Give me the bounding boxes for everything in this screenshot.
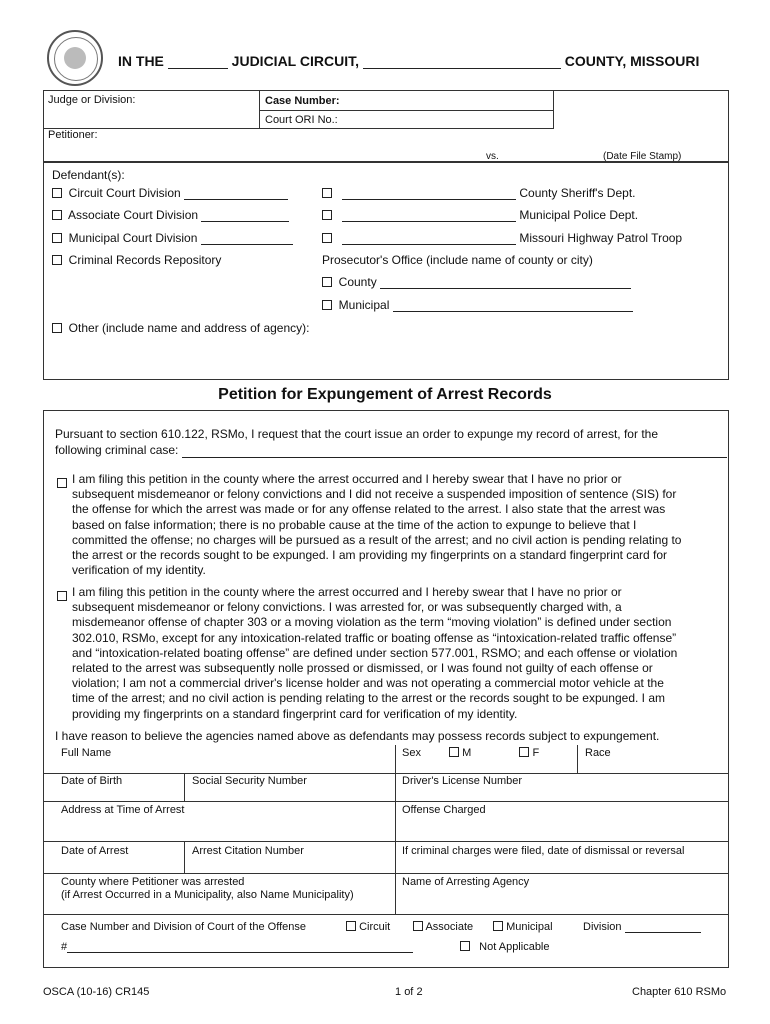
- intro-line-2-text: following criminal case:: [55, 443, 179, 457]
- page-number: 1: [395, 986, 402, 998]
- page-of: of: [404, 986, 414, 998]
- prosecutor-municipal-label: Municipal: [338, 298, 390, 312]
- sheriff-label: County Sheriff's Dept.: [519, 186, 636, 200]
- highway-patrol-checkbox[interactable]: [322, 233, 332, 243]
- prosecutor-county-label: County: [338, 275, 377, 289]
- vs-label: vs.: [486, 151, 499, 162]
- defendant-associate-court: [52, 208, 289, 222]
- police-label: Municipal Police Dept.: [519, 208, 639, 222]
- not-applicable-label: Not Applicable: [479, 941, 550, 953]
- associate-court-checkbox[interactable]: [52, 210, 62, 220]
- page-total: 2: [416, 986, 423, 998]
- circuit-court-label: Circuit Court Division: [68, 186, 181, 200]
- municipal-court-checkbox[interactable]: [52, 233, 62, 243]
- option1-line-6: verification of my identity.: [72, 563, 206, 578]
- arrest-county-label: County where Petitioner was arrested: [61, 876, 245, 888]
- prosecutor-municipal-blank[interactable]: [393, 300, 633, 312]
- reason-statement: I have reason to believe the agencies named above as defendants may possess records subject to expungement.: [55, 729, 660, 743]
- circuit-court-checkbox[interactable]: [52, 188, 62, 198]
- defendant-other: [52, 321, 309, 335]
- prosecutor-label: Prosecutor's Office (include name of county or city): [322, 253, 593, 267]
- arresting-agency-label: Name of Arresting Agency: [402, 876, 530, 888]
- caption-divider: [259, 110, 553, 111]
- table-rule: [43, 801, 729, 802]
- option1-line-4: committed the offense; no charges will be pursued as a result of the arrest; and no civil action is pending relating to: [72, 532, 682, 547]
- option2-line-4: and “intoxication-related boating offense” are defined under section 577.001, RSMO; and each offense or violation: [72, 645, 678, 660]
- chapter-reference: Chapter 610 RSMo: [632, 986, 727, 998]
- circuit-court-blank[interactable]: [184, 188, 288, 200]
- other-agency-checkbox[interactable]: [52, 323, 62, 333]
- hash-label: #: [61, 941, 68, 953]
- dismissal-date-label: If criminal charges were filed, date of dismissal or reversal: [402, 845, 685, 857]
- option2-line-3: 302.010, RSMo, except for any intoxication-related traffic or boating offense as “intoxication-related traffic offense”: [72, 630, 677, 645]
- form-id: OSCA (10-16) CR145: [43, 986, 150, 998]
- option2-line-8: providing my fingerprints on a standard fingerprint card for verification of my identity.: [72, 706, 518, 721]
- dob-label: Date of Birth: [61, 775, 123, 787]
- case-number-label: Case Number:: [265, 95, 340, 107]
- option1-line-1: subsequent misdemeanor or felony convictions and I did not receive a suspended imposition of sentence (SIS) for: [72, 487, 677, 502]
- prosecutor-municipal-checkbox[interactable]: [322, 300, 332, 310]
- court-associate-option: [413, 921, 473, 933]
- option2-line-7: time of the arrest; and no civil action is pending relating to the arrest or the records sought to be expunged. I am: [72, 691, 666, 706]
- sex-male-checkbox[interactable]: [449, 747, 459, 757]
- criminal-records-checkbox[interactable]: [52, 255, 62, 265]
- police-blank[interactable]: [342, 210, 516, 222]
- missouri-state-seal-icon: [47, 30, 103, 86]
- highway-patrol-label: Missouri Highway Patrol Troop: [519, 231, 683, 245]
- caption-divider: [553, 90, 554, 129]
- criminal-case-blank[interactable]: [182, 446, 727, 458]
- not-applicable-option: [460, 941, 550, 953]
- case-number-blank[interactable]: [67, 941, 413, 953]
- in-the-label: IN THE: [118, 53, 164, 69]
- petitioner-label: Petitioner:: [48, 129, 98, 141]
- division-blank[interactable]: [625, 921, 701, 933]
- table-column-rule: [184, 773, 185, 801]
- judicial-circuit-label: JUDICIAL CIRCUIT,: [231, 53, 359, 69]
- county-name-blank[interactable]: [363, 57, 561, 69]
- option1-line-5: the arrest or the records sought to be expunged. I am providing my fingerprints on a standard fingerprint card for: [72, 548, 667, 562]
- court-circuit-option: [346, 921, 390, 933]
- table-column-rule: [577, 745, 578, 773]
- case-division-label: Case Number and Division of Court of the Offense: [61, 921, 306, 933]
- court-ori-label: Court ORI No.:: [265, 114, 338, 126]
- prosecutor-county: [322, 275, 631, 289]
- court-heading: [118, 53, 699, 69]
- court-municipal-checkbox[interactable]: [493, 921, 503, 931]
- defendant-circuit-court: [52, 186, 288, 200]
- division-field: [583, 921, 701, 933]
- sheriff-checkbox[interactable]: [322, 188, 332, 198]
- prosecutor-county-checkbox[interactable]: [322, 277, 332, 287]
- county-missouri-label: COUNTY, MISSOURI: [564, 53, 700, 69]
- defendant-highway-patrol: [322, 231, 682, 245]
- table-rule: [43, 841, 729, 842]
- page-indicator: [395, 986, 423, 998]
- case-number-field: [61, 941, 413, 953]
- race-label: Race: [585, 747, 611, 759]
- not-applicable-checkbox[interactable]: [460, 941, 470, 951]
- police-checkbox[interactable]: [322, 210, 332, 220]
- court-municipal-option: [493, 921, 553, 933]
- option1-line-0: I am filing this petition in the county where the arrest occurred and I hereby swear that I have no prior or: [72, 472, 622, 486]
- court-circuit-label: Circuit: [359, 921, 391, 933]
- page-title: Petition for Expungement of Arrest Records: [218, 386, 552, 403]
- court-municipal-label: Municipal: [506, 921, 553, 933]
- associate-court-blank[interactable]: [201, 210, 289, 222]
- criminal-records-label: Criminal Records Repository: [68, 253, 222, 267]
- intro-line-2: [55, 443, 727, 458]
- option1-line-2: the offense for which the arrest was made or for any offense related to the arrest. I also state that the arrest was: [72, 502, 666, 517]
- defendant-sheriff: [322, 186, 636, 200]
- option2-line-1: subsequent misdemeanor or felony convictions. I was arrested for, or was subsequently charged with, a: [72, 600, 622, 615]
- table-rule: [43, 773, 729, 774]
- prosecutor-county-blank[interactable]: [380, 277, 631, 289]
- intro-line-1: Pursuant to section 610.122, RSMo, I request that the court issue an order to expunge my record of arrest, for the: [55, 427, 658, 441]
- circuit-number-blank[interactable]: [168, 57, 228, 69]
- court-associate-checkbox[interactable]: [413, 921, 423, 931]
- sex-field: [402, 747, 539, 759]
- sex-male-label: M: [462, 747, 472, 759]
- division-label: Division: [583, 921, 622, 933]
- highway-patrol-blank[interactable]: [342, 233, 516, 245]
- date-file-stamp-label: (Date File Stamp): [603, 151, 682, 162]
- sheriff-blank[interactable]: [342, 188, 516, 200]
- court-associate-label: Associate: [425, 921, 474, 933]
- caption-divider: [43, 128, 553, 129]
- defendants-heading: Defendant(s):: [52, 168, 125, 182]
- court-circuit-checkbox[interactable]: [346, 921, 356, 931]
- address-label: Address at Time of Arrest: [61, 804, 185, 816]
- associate-court-label: Associate Court Division: [68, 208, 199, 222]
- sex-label: Sex: [402, 747, 421, 759]
- prosecutor-municipal: [322, 298, 633, 312]
- full-name-label: Full Name: [61, 747, 112, 759]
- ssn-label: Social Security Number: [192, 775, 307, 787]
- sex-female-label: F: [532, 747, 540, 759]
- defendant-police: [322, 208, 638, 222]
- option2-line-5: related to the arrest was subsequently nolle prossed or dismissed, or I was found not guilty of each offense or: [72, 661, 653, 675]
- table-rule: [43, 914, 729, 915]
- drivers-license-label: Driver's License Number: [402, 775, 523, 787]
- table-rule: [43, 873, 729, 874]
- offense-charged-label: Offense Charged: [402, 804, 486, 816]
- defendant-municipal-court: [52, 231, 293, 245]
- option2-checkbox[interactable]: [57, 587, 67, 605]
- arrest-county-note: (if Arrest Occurred in a Municipality, also Name Municipality): [61, 889, 354, 901]
- option1-checkbox[interactable]: [57, 474, 67, 492]
- municipal-court-label: Municipal Court Division: [68, 231, 198, 245]
- defendant-criminal-records: [52, 253, 221, 267]
- arrest-citation-label: Arrest Citation Number: [192, 845, 304, 857]
- table-column-rule: [184, 841, 185, 873]
- judge-or-division-label: Judge or Division:: [48, 94, 136, 106]
- option2-line-0: I am filing this petition in the county where the arrest occurred and I hereby swear that I have no prior or: [72, 585, 622, 599]
- date-of-arrest-label: Date of Arrest: [61, 845, 129, 857]
- option1-line-3: based on false information; there is no probable cause at the time of the action to expunge to believe that I: [72, 517, 637, 532]
- option2-line-2: misdemeanor offense of chapter 303 or a moving violation as the term “moving violation” is defined under section: [72, 615, 672, 630]
- municipal-court-blank[interactable]: [201, 233, 293, 245]
- table-column-rule: [395, 745, 396, 914]
- sex-female-checkbox[interactable]: [519, 747, 529, 757]
- other-agency-label: Other (include name and address of agency):: [68, 321, 310, 335]
- option2-line-6: violation; I am not a commercial driver's license holder and was not operating a commercial motor vehicle at the: [72, 676, 664, 691]
